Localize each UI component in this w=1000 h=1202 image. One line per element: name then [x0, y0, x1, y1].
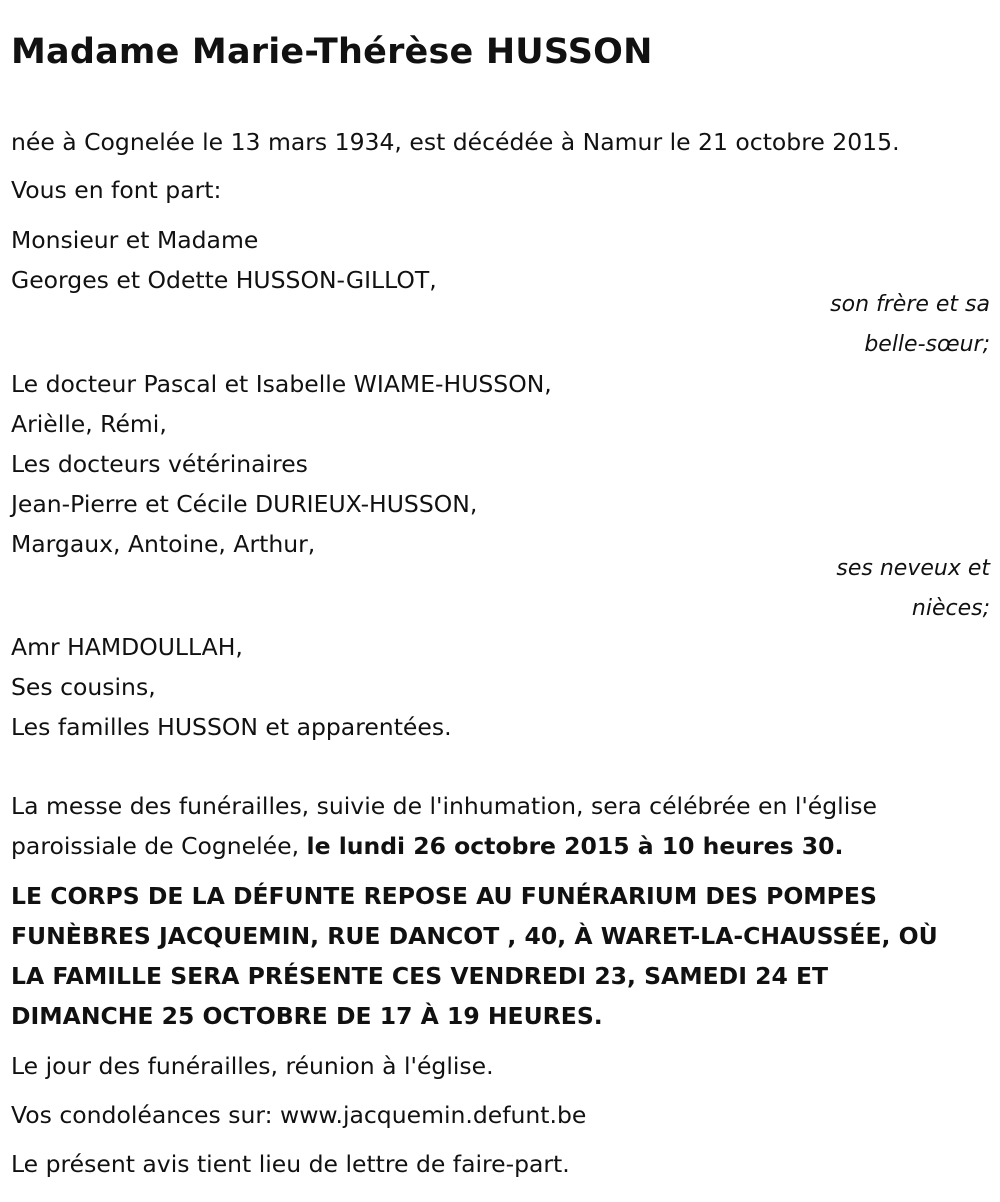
funerarium-notice: LA FAMILLE SERA PRÉSENTE CES VENDREDI 23, SAMEDI 24 ET: [11, 962, 829, 990]
family-line: Jean-Pierre et Cécile DURIEUX-HUSSON,: [11, 490, 478, 518]
intro-text: née à Cognelée le 13 mars 1934, est décédée à Namur le 21 octobre 2015.: [11, 128, 900, 156]
family-line: Georges et Odette HUSSON-GILLOT,: [11, 266, 437, 294]
family-line: Le docteur Pascal et Isabelle WIAME-HUSSON,: [11, 370, 552, 398]
funeral-place: paroissiale de Cognelée,: [11, 832, 307, 860]
announce-text: Vous en font part:: [11, 176, 222, 204]
funerarium-notice: DIMANCHE 25 OCTOBRE DE 17 À 19 HEURES.: [11, 1002, 603, 1030]
closing-text: Le jour des funérailles, réunion à l'église.: [11, 1052, 494, 1080]
relation-text: son frère et sa: [830, 292, 990, 317]
family-line: Les familles HUSSON et apparentées.: [11, 713, 452, 741]
family-line: Les docteurs vétérinaires: [11, 450, 308, 478]
family-line: Monsieur et Madame: [11, 226, 259, 254]
funerarium-notice: FUNÈBRES JACQUEMIN, RUE DANCOT , 40, À WARET-LA-CHAUSSÉE, OÙ: [11, 922, 938, 950]
relation-text: ses neveux et: [836, 556, 990, 581]
funerarium-notice: LE CORPS DE LA DÉFUNTE REPOSE AU FUNÉRARIUM DES POMPES: [11, 882, 877, 910]
relation-text: nièces;: [911, 596, 990, 621]
funeral-text: La messe des funérailles, suivie de l'inhumation, sera célébrée en l'église: [11, 792, 877, 820]
condolences-link[interactable]: Vos condoléances sur: www.jacquemin.defunt.be: [11, 1101, 587, 1129]
funeral-date: le lundi 26 octobre 2015 à 10 heures 30.: [306, 832, 844, 860]
closing-text: Le présent avis tient lieu de lettre de faire-part.: [11, 1150, 570, 1178]
family-line: Arièlle, Rémi,: [11, 410, 167, 438]
page-title: Madame Marie-Thérèse HUSSON: [11, 32, 653, 72]
family-line: Ses cousins,: [11, 673, 156, 701]
funeral-text: [11, 832, 843, 860]
family-line: Amr HAMDOULLAH,: [11, 633, 243, 661]
relation-text: belle-sœur;: [864, 332, 990, 357]
family-line: Margaux, Antoine, Arthur,: [11, 530, 316, 558]
